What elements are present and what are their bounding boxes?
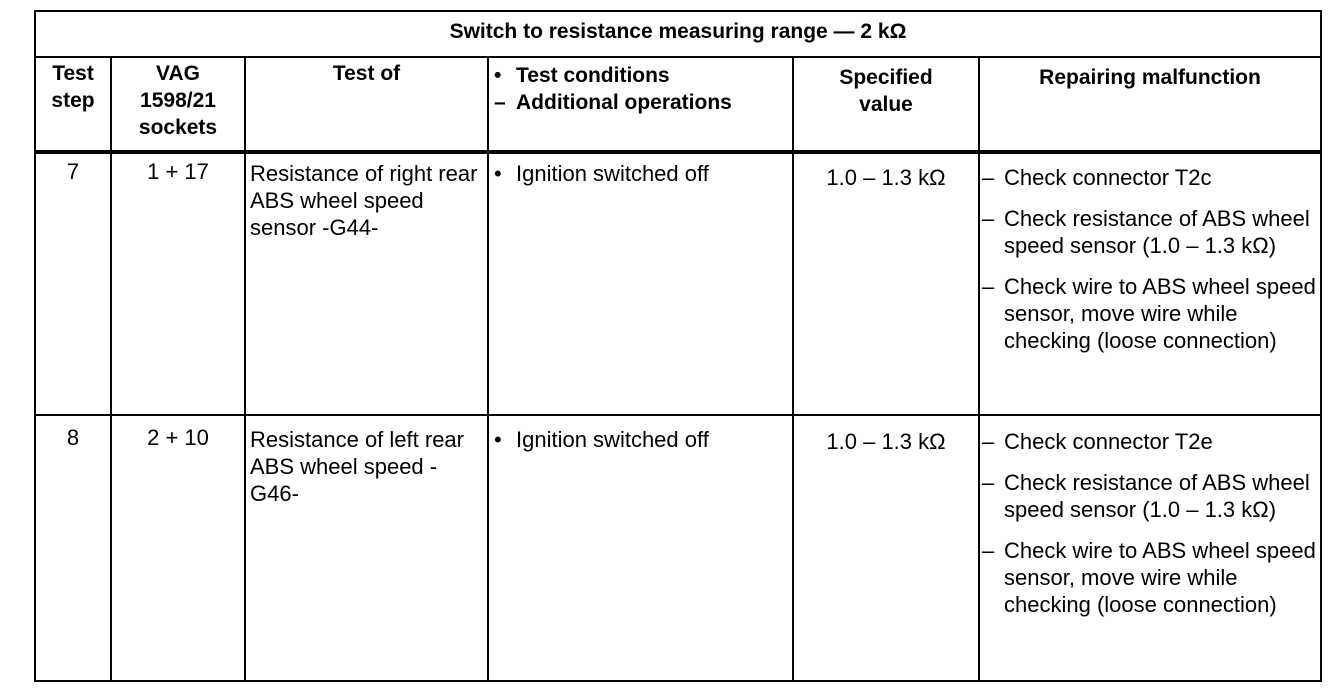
repair-item: – Check resistance of ABS wheel speed sensor (1.0 – 1.3 kΩ) xyxy=(982,469,1318,523)
header-test-step: Test step xyxy=(51,62,95,112)
test-table xyxy=(34,10,1322,682)
row-7-repairs xyxy=(982,164,1318,368)
header-divider xyxy=(36,150,1320,154)
repair-item: – Check wire to ABS wheel speed sensor, move wire while checking (loose connection) xyxy=(982,537,1318,618)
repair-item: – Check resistance of ABS wheel speed sensor (1.0 – 1.3 kΩ) xyxy=(982,205,1318,259)
repair-item: – Check connector T2c xyxy=(982,164,1318,191)
row-8-sockets: 2 + 10 xyxy=(147,425,209,450)
header-conditions: • Test conditions – Additional operations xyxy=(494,62,792,116)
row-8-condition: • Ignition switched off xyxy=(494,426,788,453)
header-test-of: Test of xyxy=(332,62,401,85)
row-8-test-of: Resistance of left rear ABS wheel speed -G46- xyxy=(250,427,464,506)
row-8-specified-value: 1.0 – 1.3 kΩ xyxy=(826,429,946,454)
row-7-step: 7 xyxy=(66,159,80,184)
measuring-range-banner: Switch to resistance measuring range — 2 kΩ xyxy=(449,20,907,43)
row-7-condition: • Ignition switched off xyxy=(494,160,788,187)
row-8-repairs xyxy=(982,428,1318,632)
header-vag-sockets: VAG 1598/21 sockets xyxy=(138,62,218,139)
banner-divider xyxy=(36,56,1320,58)
row-8-step: 8 xyxy=(66,425,80,450)
header-repairing: Repairing malfunction xyxy=(1039,66,1261,89)
repair-item: – Check connector T2e xyxy=(982,428,1318,455)
row-7-sockets: 1 + 17 xyxy=(147,159,209,184)
row-7-specified-value: 1.0 – 1.3 kΩ xyxy=(826,165,946,190)
row-divider xyxy=(36,414,1320,416)
repair-item: – Check wire to ABS wheel speed sensor, move wire while checking (loose connection) xyxy=(982,273,1318,354)
row-7-test-of: Resistance of right rear ABS wheel speed sensor -G44- xyxy=(250,161,478,240)
header-specified-value: Specified value xyxy=(839,66,933,116)
